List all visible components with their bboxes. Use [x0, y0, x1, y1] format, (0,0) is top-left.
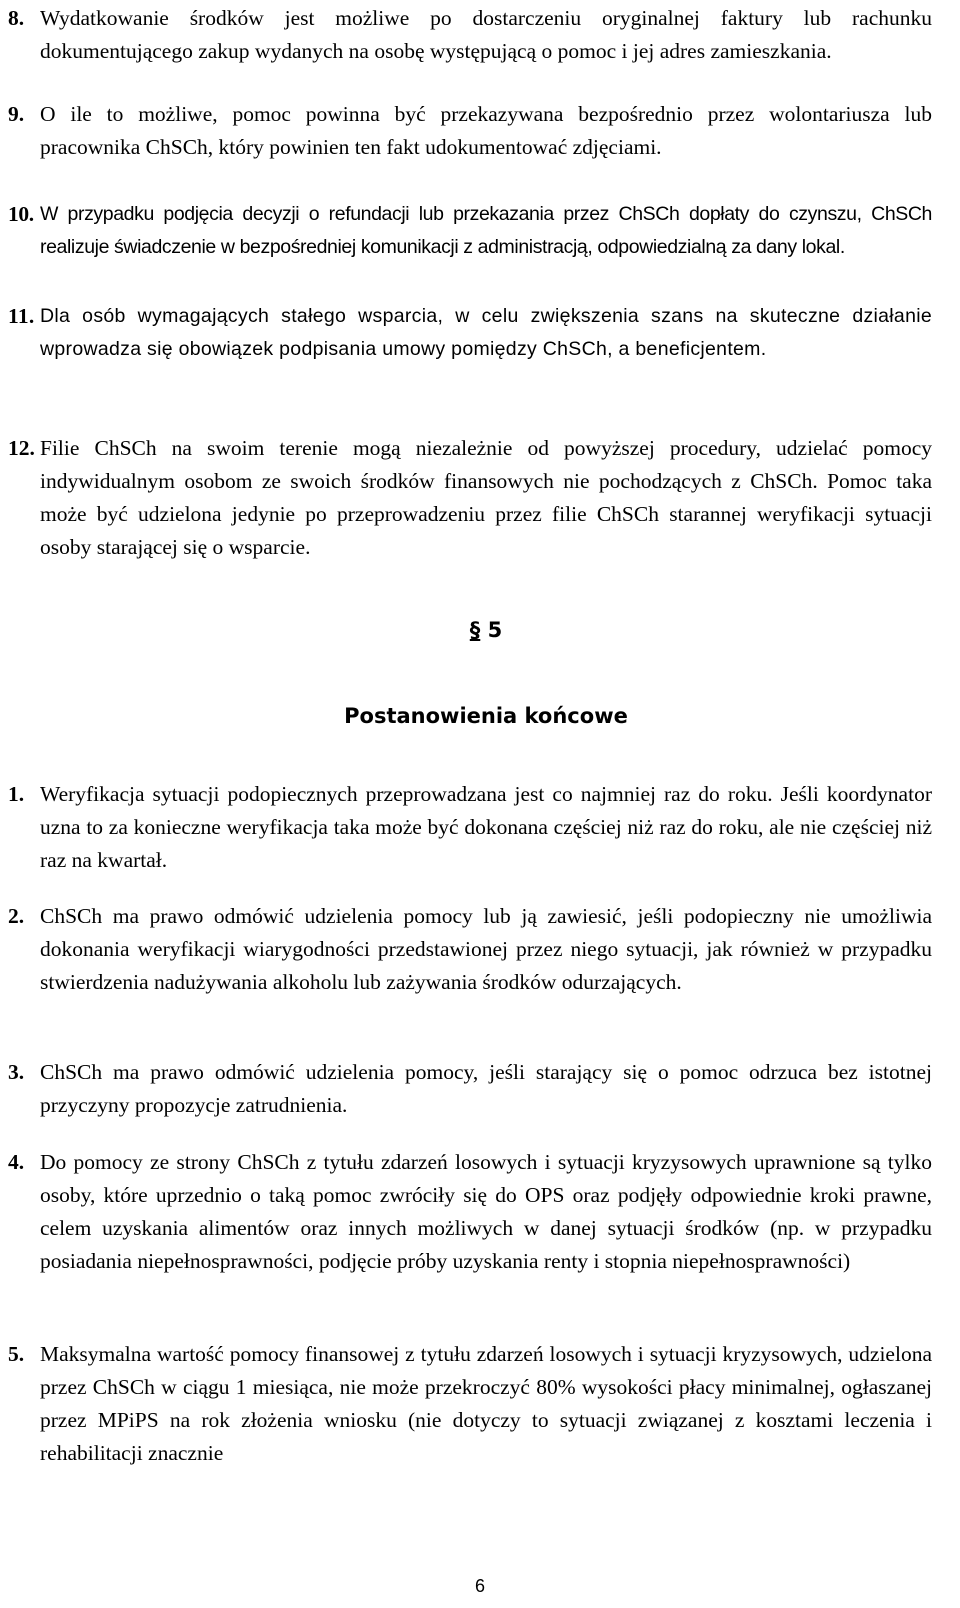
paragraph-text: W przypadku podjęcia decyzji o refundacji lub przekazania przez ChSCh dopłaty do czynszu, ChSCh realizuje świadczenie w bezpośredniej komunikacji z administracją, odpowiedzialną za dany lokal.	[40, 203, 932, 258]
final-paragraph-1	[8, 778, 932, 877]
paragraph-number: 12.	[8, 436, 35, 460]
paragraph-number: 3.	[8, 1060, 25, 1084]
final-paragraph-3	[8, 1056, 932, 1122]
final-paragraph-4	[8, 1146, 932, 1278]
paragraph-12	[8, 432, 932, 564]
paragraph-number: 10.	[8, 202, 34, 226]
paragraph-number: 4.	[8, 1150, 25, 1174]
paragraph-text: ChSCh ma prawo odmówić udzielenia pomocy lub ją zawiesić, jeśli podopieczny nie umożliwia dokonania weryfikacji wiarygodności przedstawionej przez niego sytuacji, jak również w przypadku stwierdzenia nadużywania alkoholu lub zażywania środków odurzających.	[40, 904, 932, 994]
paragraph-text: O ile to możliwe, pomoc powinna być przekazywana bezpośrednio przez wolontariusza lub pracownika ChSCh, który powinien ten fakt udokumentować zdjęciami.	[40, 102, 932, 159]
paragraph-text: Maksymalna wartość pomocy finansowej z tytułu zdarzeń losowych i sytuacji kryzysowych, udzielona przez ChSCh w ciągu 1 miesiąca, nie może przekroczyć 80% wysokości płacy minimalnej, ogłaszanej przez MPiPS na rok złożenia wniosku (nie dotyczy to sytuacji związanej z kosztami leczenia i rehabilitacji znacznie	[40, 1342, 932, 1465]
paragraph-text: Weryfikacja sytuacji podopiecznych przeprowadzana jest co najmniej raz do roku. Jeśli koordynator uzna to za konieczne weryfikacja taka może być dokonana częściej niż raz do roku, ale nie częściej niż raz na kwartał.	[40, 782, 932, 872]
section-number-value: 5	[487, 618, 503, 642]
paragraph-number: 2.	[8, 904, 25, 928]
paragraph-10	[8, 198, 932, 264]
paragraph-number: 11.	[8, 304, 35, 328]
paragraph-11	[8, 300, 932, 366]
section-sign: §	[469, 618, 481, 642]
paragraph-9	[8, 98, 932, 164]
section-number	[40, 618, 932, 642]
final-paragraph-2	[8, 900, 932, 999]
final-paragraph-5	[8, 1338, 932, 1470]
paragraph-8	[8, 2, 932, 68]
paragraph-text: Do pomocy ze strony ChSCh z tytułu zdarzeń losowych i sytuacji kryzysowych uprawnione są tylko osoby, które uprzednio o taką pomoc zwróciły się do OPS oraz podjęły odpowiednie kroki prawne, celem uzyskania alimentów oraz innych możliwych w danej sytuacji środków (np. w przypadku posiadania niepełnosprawności, podjęcie próby uzyskania renty i stopnia niepełnosprawności)	[40, 1150, 932, 1273]
paragraph-text: Filie ChSCh na swoim terenie mogą niezależnie od powyższej procedury, udzielać pomocy indywidualnym osobom ze swoich środków finansowych nie pochodzących z ChSCh. Pomoc taka może być udzielona jedynie po przeprowadzeniu przez filie ChSCh starannej weryfikacji sytuacji osoby starającej się o wsparcie.	[40, 436, 932, 559]
paragraph-number: 5.	[8, 1342, 25, 1366]
paragraph-number: 9.	[8, 102, 25, 126]
page-number: 6	[474, 1576, 485, 1596]
section-title: Postanowienia końcowe	[344, 704, 628, 728]
paragraph-text: Dla osób wymagających stałego wsparcia, w celu zwiększenia szans na skuteczne działanie wprowadza się obowiązek podpisania umowy pomiędzy ChSCh, a beneficjentem.	[40, 305, 932, 360]
paragraph-text: Wydatkowanie środków jest możliwe po dostarczeniu oryginalnej faktury lub rachunku dokumentującego zakup wydanych na osobę występującą o pomoc i jej adres zamieszkania.	[40, 6, 932, 63]
paragraph-number: 8.	[8, 6, 25, 30]
paragraph-number: 1.	[8, 782, 25, 806]
paragraph-text: ChSCh ma prawo odmówić udzielenia pomocy, jeśli starający się o pomoc odrzuca bez istotnej przyczyny propozycje zatrudnienia.	[40, 1060, 932, 1117]
